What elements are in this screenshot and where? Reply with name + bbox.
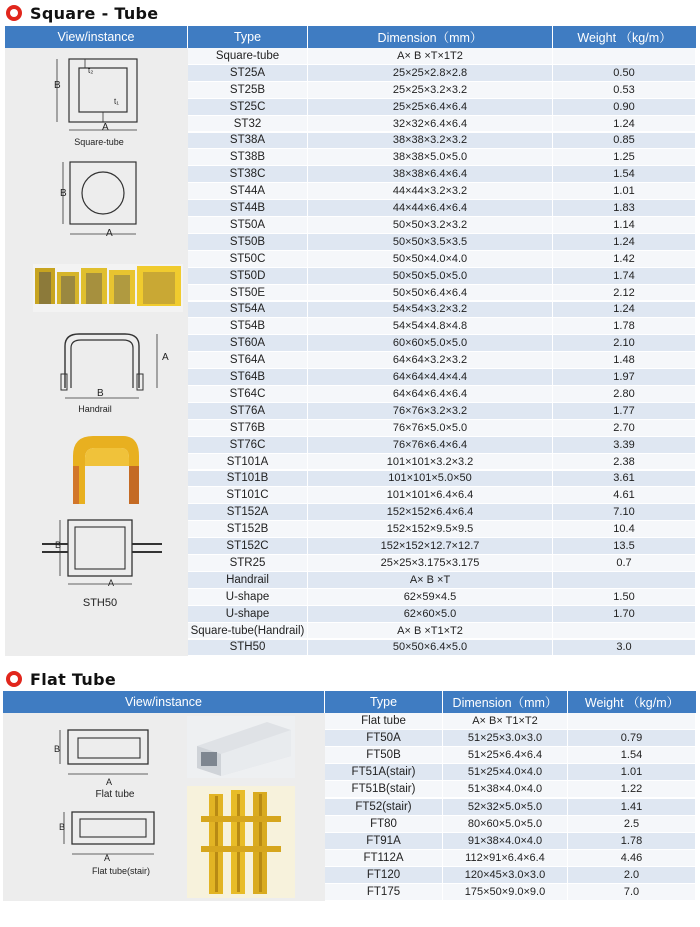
table-row bbox=[188, 504, 696, 521]
dimension-cell: 64×64×3.2×3.2 bbox=[308, 352, 553, 369]
weight-cell bbox=[568, 713, 696, 730]
type-cell: ST25A bbox=[188, 65, 308, 82]
type-cell: ST50C bbox=[188, 251, 308, 268]
table-row bbox=[188, 99, 696, 116]
weight-cell: 7.0 bbox=[568, 884, 696, 901]
table-row bbox=[188, 133, 696, 150]
type-cell: ST64A bbox=[188, 352, 308, 369]
section-title-text: Flat Tube bbox=[30, 669, 116, 689]
dimension-cell: A× B× T1×T2 bbox=[443, 713, 568, 730]
dimension-cell: 91×38×4.0×4.0 bbox=[443, 833, 568, 850]
weight-cell: 1.54 bbox=[553, 166, 696, 183]
type-cell: ST76C bbox=[188, 437, 308, 454]
type-cell: FT80 bbox=[325, 816, 443, 833]
dimension-cell: 80×60×5.0×5.0 bbox=[443, 816, 568, 833]
table-row bbox=[188, 217, 696, 234]
stair-dim-label-b: B bbox=[59, 822, 66, 832]
handrail-dim-label-a: A bbox=[162, 352, 169, 363]
weight-cell: 1.78 bbox=[568, 833, 696, 850]
table-row bbox=[188, 640, 696, 657]
weight-cell: 2.0 bbox=[568, 867, 696, 884]
table-row bbox=[188, 572, 696, 589]
table-row bbox=[325, 816, 696, 833]
dimension-cell: 50×50×6.4×5.0 bbox=[308, 640, 553, 657]
type-cell: Square-tube bbox=[188, 48, 308, 65]
bullet-icon bbox=[6, 671, 22, 687]
header-weight: Weight （kg/m） bbox=[553, 26, 696, 48]
weight-cell: 2.10 bbox=[553, 335, 696, 352]
table-row bbox=[188, 352, 696, 369]
weight-cell: 1.77 bbox=[553, 403, 696, 420]
dimension-cell: 175×50×9.0×9.0 bbox=[443, 884, 568, 901]
round-tube-drawing bbox=[60, 160, 150, 242]
type-cell: Flat tube bbox=[325, 713, 443, 730]
type-cell: STH50 bbox=[188, 640, 308, 657]
table-row bbox=[325, 850, 696, 867]
weight-cell: 1.97 bbox=[553, 369, 696, 386]
table-row bbox=[188, 318, 696, 335]
handrail-dim-label-b: B bbox=[97, 388, 104, 399]
weight-cell: 2.38 bbox=[553, 454, 696, 471]
table-row bbox=[188, 487, 696, 504]
weight-cell: 1.22 bbox=[568, 781, 696, 798]
weight-cell: 1.01 bbox=[568, 764, 696, 781]
weight-cell: 3.39 bbox=[553, 437, 696, 454]
table-row bbox=[325, 884, 696, 901]
header-type: Type bbox=[188, 26, 308, 48]
header-dimension: Dimension（mm） bbox=[308, 26, 553, 48]
dimension-cell: 52×32×5.0×5.0 bbox=[443, 799, 568, 816]
type-cell: FT112A bbox=[325, 850, 443, 867]
table-row bbox=[188, 369, 696, 386]
type-cell: ST101A bbox=[188, 454, 308, 471]
dimension-cell: 54×54×4.8×4.8 bbox=[308, 318, 553, 335]
type-cell: ST38A bbox=[188, 133, 308, 150]
weight-cell: 1.48 bbox=[553, 352, 696, 369]
table-row bbox=[325, 799, 696, 816]
weight-cell: 2.70 bbox=[553, 420, 696, 437]
table-row bbox=[188, 606, 696, 623]
dimension-cell: 60×60×5.0×5.0 bbox=[308, 335, 553, 352]
type-cell: ST50B bbox=[188, 234, 308, 251]
weight-cell: 3.61 bbox=[553, 471, 696, 488]
weight-cell: 10.4 bbox=[553, 521, 696, 538]
table-row bbox=[325, 833, 696, 850]
weight-cell: 1.70 bbox=[553, 606, 696, 623]
type-cell: ST38C bbox=[188, 166, 308, 183]
dimension-cell: 44×44×3.2×3.2 bbox=[308, 183, 553, 200]
type-cell: ST152A bbox=[188, 504, 308, 521]
weight-cell: 1.14 bbox=[553, 217, 696, 234]
type-cell: ST50A bbox=[188, 217, 308, 234]
table-row bbox=[188, 420, 696, 437]
type-cell: ST25B bbox=[188, 82, 308, 99]
type-cell: ST60A bbox=[188, 335, 308, 352]
table-row bbox=[188, 555, 696, 572]
dim-label-t1: t₁ bbox=[114, 97, 119, 106]
table-row bbox=[188, 82, 696, 99]
sth50-dim-label-b: B bbox=[55, 540, 62, 550]
stair-dim-label-a: A bbox=[104, 853, 111, 863]
table-row bbox=[325, 781, 696, 798]
flat-header-dimension: Dimension（mm） bbox=[443, 691, 568, 713]
type-cell: FT50A bbox=[325, 730, 443, 747]
type-cell: ST50E bbox=[188, 285, 308, 302]
weight-cell: 3.0 bbox=[553, 640, 696, 657]
handrail-caption: Handrail bbox=[78, 404, 112, 414]
weight-cell: 0.79 bbox=[568, 730, 696, 747]
dimension-cell: 38×38×6.4×6.4 bbox=[308, 166, 553, 183]
weight-cell: 2.12 bbox=[553, 285, 696, 302]
dimension-cell: 76×76×5.0×5.0 bbox=[308, 420, 553, 437]
dimension-cell: 64×64×4.4×4.4 bbox=[308, 369, 553, 386]
type-cell: ST44A bbox=[188, 183, 308, 200]
table-row bbox=[188, 285, 696, 302]
table-row bbox=[188, 454, 696, 471]
dimension-cell: 50×50×3.2×3.2 bbox=[308, 217, 553, 234]
table-row bbox=[188, 183, 696, 200]
weight-cell: 1.50 bbox=[553, 589, 696, 606]
weight-cell: 7.10 bbox=[553, 504, 696, 521]
flat-dim-label-a: A bbox=[106, 777, 113, 787]
weight-cell: 0.7 bbox=[553, 555, 696, 572]
flat-header-view-instance: View/instance bbox=[3, 691, 325, 713]
weight-cell: 1.54 bbox=[568, 747, 696, 764]
weight-cell: 1.25 bbox=[553, 149, 696, 166]
dimension-cell: A× B ×T1×T2 bbox=[308, 623, 553, 640]
dimension-cell: A× B ×T bbox=[308, 572, 553, 589]
weight-cell: 1.42 bbox=[553, 251, 696, 268]
dim-label-a: A bbox=[102, 122, 109, 133]
round-dim-label-b: B bbox=[60, 188, 67, 199]
dimension-cell: 50×50×3.5×3.5 bbox=[308, 234, 553, 251]
type-cell: ST152B bbox=[188, 521, 308, 538]
sth50-dim-label-a: A bbox=[108, 578, 115, 588]
yellow-tubes-photo bbox=[33, 264, 183, 312]
dimension-cell: 50×50×5.0×5.0 bbox=[308, 268, 553, 285]
type-cell: ST44B bbox=[188, 200, 308, 217]
dimension-cell: 54×54×3.2×3.2 bbox=[308, 302, 553, 319]
table-row bbox=[188, 335, 696, 352]
weight-cell: 1.78 bbox=[553, 318, 696, 335]
table-row bbox=[188, 268, 696, 285]
dimension-cell: 25×25×6.4×6.4 bbox=[308, 99, 553, 116]
weight-cell: 1.24 bbox=[553, 234, 696, 251]
weight-cell: 1.24 bbox=[553, 302, 696, 319]
section-title-text: Square - Tube bbox=[30, 3, 159, 23]
table-row bbox=[188, 589, 696, 606]
dimension-cell: 44×44×6.4×6.4 bbox=[308, 200, 553, 217]
type-cell: ST32 bbox=[188, 116, 308, 133]
dimension-cell: 25×25×3.2×3.2 bbox=[308, 82, 553, 99]
type-cell: U-shape bbox=[188, 606, 308, 623]
weight-cell bbox=[553, 623, 696, 640]
table-row bbox=[188, 403, 696, 420]
table-row bbox=[325, 867, 696, 884]
dimension-cell: 101×101×6.4×6.4 bbox=[308, 487, 553, 504]
flat-header-type: Type bbox=[325, 691, 443, 713]
weight-cell: 1.41 bbox=[568, 799, 696, 816]
weight-cell: 1.24 bbox=[553, 116, 696, 133]
dimension-cell: 64×64×6.4×6.4 bbox=[308, 386, 553, 403]
weight-cell: 0.90 bbox=[553, 99, 696, 116]
bullet-icon bbox=[6, 5, 22, 21]
flat-dim-label-b: B bbox=[54, 744, 61, 754]
handrail-drawing bbox=[45, 328, 175, 408]
round-dim-label-a: A bbox=[106, 228, 113, 239]
dimension-cell: 50×50×4.0×4.0 bbox=[308, 251, 553, 268]
type-cell: ST76A bbox=[188, 403, 308, 420]
table-row bbox=[188, 234, 696, 251]
dim-label-b: B bbox=[54, 80, 61, 91]
type-cell: ST54B bbox=[188, 318, 308, 335]
flat-tube-stair-caption: Flat tube(stair) bbox=[91, 866, 151, 876]
dimension-cell: 38×38×5.0×5.0 bbox=[308, 149, 553, 166]
flat-tube-section-title bbox=[6, 668, 116, 690]
dimension-cell: 76×76×6.4×6.4 bbox=[308, 437, 553, 454]
flat-tube-caption: Flat tube bbox=[95, 789, 135, 800]
type-cell: ST152C bbox=[188, 538, 308, 555]
weight-cell: 4.46 bbox=[568, 850, 696, 867]
type-cell: ST64B bbox=[188, 369, 308, 386]
flat-header-weight: Weight （kg/m） bbox=[568, 691, 696, 713]
white-flat-tube-photo bbox=[187, 716, 295, 778]
table-row bbox=[325, 764, 696, 781]
table-row bbox=[325, 730, 696, 747]
table-row bbox=[188, 521, 696, 538]
dimension-cell: 101×101×3.2×3.2 bbox=[308, 454, 553, 471]
weight-cell: 1.01 bbox=[553, 183, 696, 200]
dimension-cell: A× B ×T×1T2 bbox=[308, 48, 553, 65]
weight-cell: 0.85 bbox=[553, 133, 696, 150]
dimension-cell: 152×152×6.4×6.4 bbox=[308, 504, 553, 521]
table-row bbox=[188, 116, 696, 133]
dimension-cell: 25×25×3.175×3.175 bbox=[308, 555, 553, 572]
type-cell: FT51A(stair) bbox=[325, 764, 443, 781]
dimension-cell: 51×38×4.0×4.0 bbox=[443, 781, 568, 798]
weight-cell: 4.61 bbox=[553, 487, 696, 504]
weight-cell bbox=[553, 48, 696, 65]
dimension-cell: 62×60×5.0 bbox=[308, 606, 553, 623]
type-cell: ST76B bbox=[188, 420, 308, 437]
table-row bbox=[325, 747, 696, 764]
type-cell: Handrail bbox=[188, 572, 308, 589]
flat-tube-drawing bbox=[52, 728, 152, 786]
dimension-cell: 112×91×6.4×6.4 bbox=[443, 850, 568, 867]
dimension-cell: 50×50×6.4×6.4 bbox=[308, 285, 553, 302]
dimension-cell: 101×101×5.0×50 bbox=[308, 471, 553, 488]
table-row bbox=[188, 538, 696, 555]
dimension-cell: 51×25×4.0×4.0 bbox=[443, 764, 568, 781]
dimension-cell: 152×152×9.5×9.5 bbox=[308, 521, 553, 538]
type-cell: ST101C bbox=[188, 487, 308, 504]
square-tube-caption: Square-tube bbox=[74, 137, 124, 147]
dimension-cell: 51×25×6.4×6.4 bbox=[443, 747, 568, 764]
sth50-drawing bbox=[38, 516, 168, 588]
type-cell: ST38B bbox=[188, 149, 308, 166]
type-cell: Square-tube(Handrail) bbox=[188, 623, 308, 640]
dimension-cell: 51×25×3.0×3.0 bbox=[443, 730, 568, 747]
table-row bbox=[188, 149, 696, 166]
table-row bbox=[188, 251, 696, 268]
table-row bbox=[325, 713, 696, 730]
type-cell: FT91A bbox=[325, 833, 443, 850]
weight-cell: 2.80 bbox=[553, 386, 696, 403]
type-cell: STR25 bbox=[188, 555, 308, 572]
weight-cell: 0.50 bbox=[553, 65, 696, 82]
dimension-cell: 25×25×2.8×2.8 bbox=[308, 65, 553, 82]
weight-cell: 1.83 bbox=[553, 200, 696, 217]
type-cell: ST25C bbox=[188, 99, 308, 116]
table-row bbox=[188, 386, 696, 403]
handrail-photo bbox=[65, 426, 145, 506]
table-row bbox=[188, 200, 696, 217]
type-cell: FT50B bbox=[325, 747, 443, 764]
table-row bbox=[188, 48, 696, 65]
square-tube-section-title bbox=[6, 2, 158, 24]
type-cell: FT52(stair) bbox=[325, 799, 443, 816]
square-tube-drawing bbox=[45, 56, 145, 138]
yellow-grating-photo bbox=[187, 786, 295, 898]
dimension-cell: 152×152×12.7×12.7 bbox=[308, 538, 553, 555]
weight-cell: 0.53 bbox=[553, 82, 696, 99]
type-cell: ST101B bbox=[188, 471, 308, 488]
type-cell: FT51B(stair) bbox=[325, 781, 443, 798]
type-cell: FT120 bbox=[325, 867, 443, 884]
weight-cell bbox=[553, 572, 696, 589]
dimension-cell: 32×32×6.4×6.4 bbox=[308, 116, 553, 133]
type-cell: ST54A bbox=[188, 302, 308, 319]
table-row bbox=[188, 471, 696, 488]
header-view-instance: View/instance bbox=[5, 26, 188, 48]
type-cell: FT175 bbox=[325, 884, 443, 901]
table-row bbox=[188, 65, 696, 82]
type-cell: ST64C bbox=[188, 386, 308, 403]
sth50-caption: STH50 bbox=[82, 597, 118, 609]
dim-label-t2: t₂ bbox=[88, 66, 94, 75]
dimension-cell: 76×76×3.2×3.2 bbox=[308, 403, 553, 420]
dimension-cell: 120×45×3.0×3.0 bbox=[443, 867, 568, 884]
table-row bbox=[188, 623, 696, 640]
table-row bbox=[188, 437, 696, 454]
weight-cell: 1.74 bbox=[553, 268, 696, 285]
dimension-cell: 38×38×3.2×3.2 bbox=[308, 133, 553, 150]
table-row bbox=[188, 302, 696, 319]
type-cell: ST50D bbox=[188, 268, 308, 285]
table-row bbox=[188, 166, 696, 183]
dimension-cell: 62×59×4.5 bbox=[308, 589, 553, 606]
type-cell: U-shape bbox=[188, 589, 308, 606]
weight-cell: 2.5 bbox=[568, 816, 696, 833]
weight-cell: 13.5 bbox=[553, 538, 696, 555]
